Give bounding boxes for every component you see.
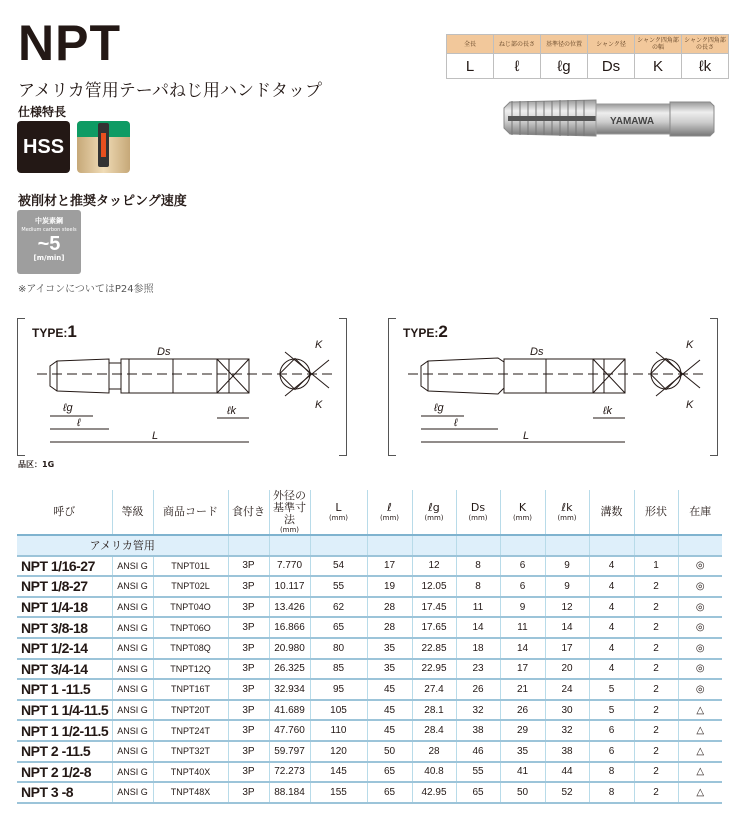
table-cell: 4	[589, 638, 634, 659]
table-cell: 95	[310, 679, 367, 700]
table-cell: ANSI G	[112, 720, 153, 741]
table-cell: 16.866	[269, 617, 310, 638]
table-row	[17, 576, 722, 597]
table-cell: 88.184	[269, 782, 310, 803]
column-header: 溝数	[589, 490, 634, 535]
table-cell: 3P	[228, 679, 269, 700]
type-2-label: TYPE:2	[403, 322, 448, 341]
table-cell: 1	[634, 556, 678, 577]
icon-note: ※アイコンについてはP24参照	[18, 284, 154, 295]
brand-mark: YAMAWA	[610, 116, 655, 127]
table-cell: 3P	[228, 556, 269, 577]
legend-header: シャンク四角部の長さ	[682, 35, 729, 54]
stock-status: ◎	[678, 679, 722, 700]
table-cell: 28	[367, 597, 412, 618]
table-cell: 6	[500, 576, 545, 597]
svg-text:ℓg: ℓg	[434, 402, 444, 414]
nominal-size: NPT 2 1/2-8	[17, 762, 112, 783]
table-cell: 32	[456, 700, 500, 721]
nominal-size: NPT 3/8-18	[17, 617, 112, 638]
table-cell: 9	[545, 576, 589, 597]
table-cell: 13.426	[269, 597, 310, 618]
table-cell: 3P	[228, 617, 269, 638]
nominal-size: NPT 2 -11.5	[17, 741, 112, 762]
table-cell: 41.689	[269, 700, 310, 721]
table-cell: 45	[367, 679, 412, 700]
table-cell: 22.95	[412, 659, 456, 680]
svg-text:K: K	[686, 339, 694, 351]
table-cell: 3P	[228, 659, 269, 680]
legend-header: シャンク径	[588, 35, 635, 54]
stock-status: △	[678, 762, 722, 783]
table-cell: 2	[634, 741, 678, 762]
table-cell: 2	[634, 617, 678, 638]
table-cell: 6	[500, 556, 545, 577]
legend-symbol: L	[447, 54, 494, 79]
table-cell: 30	[545, 700, 589, 721]
table-cell: 65	[367, 782, 412, 803]
table-cell: 28	[367, 617, 412, 638]
table-cell: 11	[456, 597, 500, 618]
table-row	[17, 638, 722, 659]
table-cell: 9	[500, 597, 545, 618]
table-cell: ANSI G	[112, 679, 153, 700]
table-cell: 2	[634, 782, 678, 803]
column-header: L (mm)	[310, 490, 367, 535]
stock-status: △	[678, 700, 722, 721]
table-cell: 32	[545, 720, 589, 741]
table-cell: 11	[500, 617, 545, 638]
hss-material-icon: HSS	[17, 121, 70, 173]
table-header-row	[17, 490, 722, 535]
table-cell: 44	[545, 762, 589, 783]
table-cell: TNPT01L	[153, 556, 228, 577]
table-cell: 2	[634, 762, 678, 783]
table-cell: 46	[456, 741, 500, 762]
table-cell: ANSI G	[112, 556, 153, 577]
stock-status: ◎	[678, 576, 722, 597]
column-header: ℓ (mm)	[367, 490, 412, 535]
table-cell: TNPT16T	[153, 679, 228, 700]
table-cell: 120	[310, 741, 367, 762]
table-row	[17, 700, 722, 721]
nominal-size: NPT 1/4-18	[17, 597, 112, 618]
legend-header: 全長	[447, 35, 494, 54]
legend-symbol: Ds	[588, 54, 635, 79]
table-cell: ANSI G	[112, 597, 153, 618]
table-cell: ANSI G	[112, 576, 153, 597]
table-cell: 12	[545, 597, 589, 618]
column-header: 商品コード	[153, 490, 228, 535]
type-2-drawing	[388, 318, 718, 456]
nominal-size: NPT 1 1/4-11.5	[17, 700, 112, 721]
table-cell: 28	[412, 741, 456, 762]
svg-text:ℓg: ℓg	[63, 402, 73, 414]
table-cell: 3P	[228, 576, 269, 597]
table-cell: 38	[545, 741, 589, 762]
table-cell: 85	[310, 659, 367, 680]
table-row	[17, 782, 722, 803]
group-row	[17, 535, 722, 556]
table-cell: TNPT02L	[153, 576, 228, 597]
table-cell: 2	[634, 597, 678, 618]
table-cell: 80	[310, 638, 367, 659]
svg-text:K: K	[686, 399, 694, 411]
table-row	[17, 762, 722, 783]
table-cell: 45	[367, 720, 412, 741]
table-row	[17, 720, 722, 741]
type-1-drawing	[17, 318, 347, 456]
table-cell: 65	[310, 617, 367, 638]
legend-header: 基準径の位置	[541, 35, 588, 54]
table-cell: 40.8	[412, 762, 456, 783]
table-cell: 28.1	[412, 700, 456, 721]
table-cell: 65	[456, 782, 500, 803]
stock-status: ◎	[678, 659, 722, 680]
legend-symbol: ℓk	[682, 54, 729, 79]
svg-text:ℓ: ℓ	[77, 417, 81, 429]
table-cell: 4	[589, 576, 634, 597]
table-cell: TNPT40X	[153, 762, 228, 783]
table-cell: 55	[310, 576, 367, 597]
stock-status: ◎	[678, 556, 722, 577]
table-cell: 4	[589, 597, 634, 618]
table-cell: 14	[500, 638, 545, 659]
table-cell: 14	[545, 617, 589, 638]
table-cell: ANSI G	[112, 741, 153, 762]
column-header: ℓg (mm)	[412, 490, 456, 535]
table-cell: TNPT12Q	[153, 659, 228, 680]
svg-text:ℓk: ℓk	[603, 405, 613, 417]
table-cell: 12.05	[412, 576, 456, 597]
table-cell: 32.934	[269, 679, 310, 700]
type-1-label: TYPE:1	[32, 322, 77, 341]
table-cell: TNPT24T	[153, 720, 228, 741]
stock-status: ◎	[678, 638, 722, 659]
table-cell: 35	[367, 638, 412, 659]
nominal-size: NPT 1 1/2-11.5	[17, 720, 112, 741]
speed-material-en: Medium carbon steels	[21, 227, 77, 233]
table-cell: 7.770	[269, 556, 310, 577]
table-cell: 47.760	[269, 720, 310, 741]
table-cell: TNPT06O	[153, 617, 228, 638]
table-cell: 3P	[228, 597, 269, 618]
svg-text:K: K	[315, 399, 323, 411]
table-cell: 55	[456, 762, 500, 783]
table-cell: 23	[456, 659, 500, 680]
column-header: K (mm)	[500, 490, 545, 535]
stock-status: ◎	[678, 597, 722, 618]
svg-text:ℓk: ℓk	[227, 405, 237, 417]
table-cell: 24	[545, 679, 589, 700]
table-cell: 145	[310, 762, 367, 783]
svg-text:Ds: Ds	[530, 346, 544, 358]
table-cell: 105	[310, 700, 367, 721]
type-1-diagram	[17, 318, 347, 456]
table-cell: 3P	[228, 762, 269, 783]
svg-text:K: K	[315, 339, 323, 351]
table-cell: 2	[634, 700, 678, 721]
speed-value: ~5	[37, 233, 61, 255]
table-cell: 35	[367, 659, 412, 680]
table-cell: 65	[367, 762, 412, 783]
table-cell: 20	[545, 659, 589, 680]
table-cell: TNPT20T	[153, 700, 228, 721]
table-cell: 155	[310, 782, 367, 803]
table-cell: 26	[500, 700, 545, 721]
table-cell: 8	[456, 556, 500, 577]
table-cell: 41	[500, 762, 545, 783]
table-cell: TNPT04O	[153, 597, 228, 618]
table-cell: 3P	[228, 638, 269, 659]
table-cell: 8	[456, 576, 500, 597]
table-cell: 5	[589, 679, 634, 700]
nominal-size: NPT 3/4-14	[17, 659, 112, 680]
table-cell: 59.797	[269, 741, 310, 762]
table-cell: 17	[500, 659, 545, 680]
table-cell: 12	[412, 556, 456, 577]
tap-in-workpiece-icon	[77, 121, 130, 173]
table-cell: ANSI G	[112, 700, 153, 721]
svg-text:L: L	[523, 430, 530, 442]
table-cell: 62	[310, 597, 367, 618]
table-cell: 28.4	[412, 720, 456, 741]
table-cell: 21	[500, 679, 545, 700]
table-cell: 3P	[228, 720, 269, 741]
column-header: 呼び	[17, 490, 112, 535]
table-cell: 3P	[228, 741, 269, 762]
table-cell: 110	[310, 720, 367, 741]
table-cell: 45	[367, 700, 412, 721]
table-cell: 2	[634, 576, 678, 597]
column-header: ℓk (mm)	[545, 490, 589, 535]
table-cell: 26.325	[269, 659, 310, 680]
nominal-size: NPT 3 -8	[17, 782, 112, 803]
table-cell: ANSI G	[112, 617, 153, 638]
nominal-size: NPT 1 -11.5	[17, 679, 112, 700]
table-cell: ANSI G	[112, 782, 153, 803]
tap-product-photo	[500, 94, 716, 142]
column-header: 在庫	[678, 490, 722, 535]
nominal-size: NPT 1/8-27	[17, 576, 112, 597]
table-cell: 10.117	[269, 576, 310, 597]
table-cell: 17	[545, 638, 589, 659]
type-2-diagram	[388, 318, 718, 456]
nominal-size: NPT 1/2-14	[17, 638, 112, 659]
table-cell: 38	[456, 720, 500, 741]
table-cell: 19	[367, 576, 412, 597]
legend-symbol: ℓg	[541, 54, 588, 79]
legend-header: ねじ部の長さ	[494, 35, 541, 54]
table-cell: 8	[589, 762, 634, 783]
speed-unit: [m/min]	[33, 254, 65, 262]
table-cell: 4	[589, 617, 634, 638]
table-cell: 2	[634, 659, 678, 680]
table-row	[17, 679, 722, 700]
table-cell: 5	[589, 700, 634, 721]
product-table	[17, 490, 722, 804]
table-cell: ANSI G	[112, 659, 153, 680]
table-cell: 26	[456, 679, 500, 700]
table-cell: 17.45	[412, 597, 456, 618]
svg-text:ℓ: ℓ	[454, 417, 458, 429]
table-cell: 6	[589, 720, 634, 741]
table-cell: 17.65	[412, 617, 456, 638]
table-cell: 54	[310, 556, 367, 577]
stock-status: △	[678, 782, 722, 803]
speed-material-jp: 中炭素鋼	[35, 217, 63, 225]
svg-text:L: L	[152, 430, 159, 442]
table-cell: 20.980	[269, 638, 310, 659]
table-cell: TNPT48X	[153, 782, 228, 803]
table-cell: 4	[589, 556, 634, 577]
column-header: 外径の基準寸法 (mm)	[269, 490, 310, 535]
table-cell: 18	[456, 638, 500, 659]
stock-status: ◎	[678, 617, 722, 638]
table-cell: 2	[634, 638, 678, 659]
legend-symbol: K	[635, 54, 682, 79]
table-row	[17, 556, 722, 577]
stock-status: △	[678, 741, 722, 762]
table-cell: 9	[545, 556, 589, 577]
group-label: アメリカ管用	[17, 535, 228, 556]
grade-label: 品区：1G	[18, 460, 55, 469]
legend-symbol: ℓ	[494, 54, 541, 79]
column-header: 等級	[112, 490, 153, 535]
table-cell: ANSI G	[112, 762, 153, 783]
legend-header: シャンク四角部の幅	[635, 35, 682, 54]
table-cell: 3P	[228, 782, 269, 803]
features-heading: 仕様特長	[18, 105, 67, 119]
table-cell: 29	[500, 720, 545, 741]
nominal-size: NPT 1/16-27	[17, 556, 112, 577]
page-subtitle: アメリカ管用テーパねじ用ハンドタップ	[18, 81, 322, 101]
table-cell: 3P	[228, 700, 269, 721]
table-row	[17, 741, 722, 762]
table-row	[17, 617, 722, 638]
table-cell: 8	[589, 782, 634, 803]
table-cell: 17	[367, 556, 412, 577]
table-cell: ANSI G	[112, 638, 153, 659]
speed-badge	[17, 210, 81, 274]
table-cell: 42.95	[412, 782, 456, 803]
table-cell: TNPT32T	[153, 741, 228, 762]
column-header: 食付き	[228, 490, 269, 535]
table-row	[17, 659, 722, 680]
spec-legend-table	[446, 34, 729, 79]
page-title: NPT	[18, 15, 121, 71]
svg-text:Ds: Ds	[157, 346, 171, 358]
table-cell: 72.273	[269, 762, 310, 783]
table-cell: 27.4	[412, 679, 456, 700]
table-cell: 2	[634, 679, 678, 700]
table-cell: 2	[634, 720, 678, 741]
table-cell: 50	[367, 741, 412, 762]
column-header: 形状	[634, 490, 678, 535]
stock-status: △	[678, 720, 722, 741]
table-cell: 50	[500, 782, 545, 803]
table-cell: 35	[500, 741, 545, 762]
speed-heading: 被削材と推奨タッピング速度	[18, 194, 187, 209]
table-cell: 22.85	[412, 638, 456, 659]
table-cell: 52	[545, 782, 589, 803]
table-cell: TNPT08Q	[153, 638, 228, 659]
table-cell: 6	[589, 741, 634, 762]
table-cell: 14	[456, 617, 500, 638]
table-cell: 4	[589, 659, 634, 680]
table-row	[17, 597, 722, 618]
column-header: Ds (mm)	[456, 490, 500, 535]
